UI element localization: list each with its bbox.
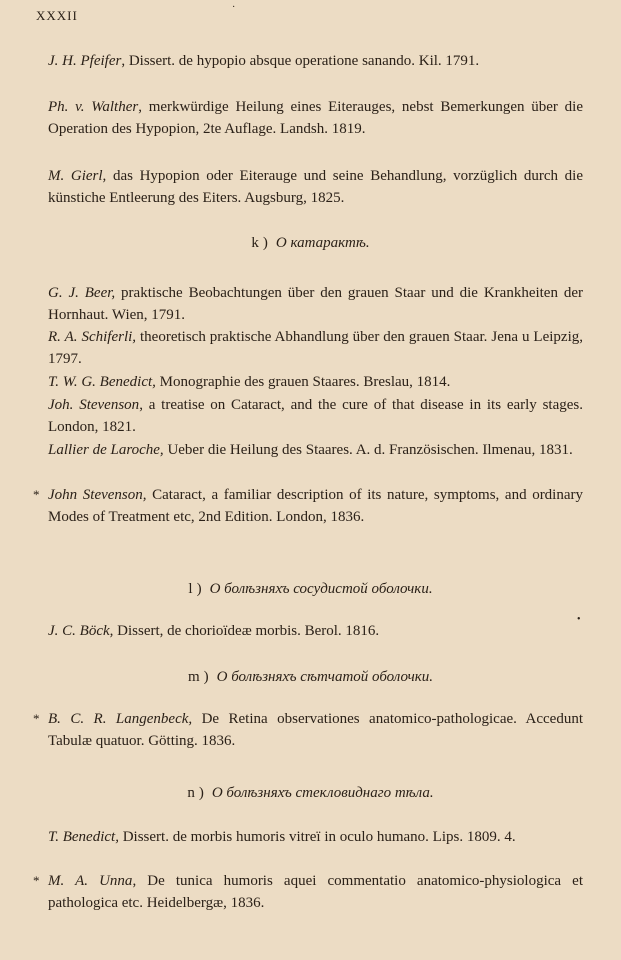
entry-text: Dissert, de chorioïdeæ morbis. Berol. 1816. — [113, 623, 380, 639]
entry-text: Dissert. de morbis humoris vitreï in oculo humano. Lips. 1809. 4. — [118, 829, 516, 845]
section-heading-n — [0, 782, 621, 804]
entry-author: B. C. R. Langenbeck, — [48, 711, 193, 727]
entry-text: Monographie des grauen Staares. Breslau, 1814. — [155, 374, 451, 390]
bibliography-entry — [48, 282, 583, 326]
asterisk-mark: * — [33, 487, 40, 502]
section-title: О катарактѣ. — [275, 235, 370, 251]
entry-author: T. W. G. Benedict, — [48, 374, 156, 390]
entry-author: Joh. Stevenson — [48, 397, 140, 413]
entry-author: Ph. v. Walther — [48, 99, 139, 115]
bibliography-entry — [48, 96, 583, 140]
entry-author: J. H. Pfeifer — [48, 53, 122, 69]
entry-text: theoretisch praktische Abhandlung über den grauen Staar. Jena u Leipzig, 1797. — [48, 329, 583, 367]
asterisk-mark: * — [33, 711, 40, 726]
bibliography-entry — [33, 708, 583, 752]
entry-text: , a treatise on Cataract, and the cure of that disease in its early stages. London, 1821. — [48, 397, 583, 435]
section-paren: ) — [198, 785, 204, 801]
section-letter: l — [188, 581, 193, 597]
asterisk-mark: * — [33, 873, 40, 888]
section-heading-m — [0, 666, 621, 688]
entry-author: G. J. Beer, — [48, 285, 116, 301]
section-paren: ) — [196, 581, 202, 597]
section-heading-l — [0, 578, 621, 600]
bibliography-entry — [48, 394, 583, 438]
section-letter: k — [251, 235, 259, 251]
entry-author: M. A. Unna — [48, 873, 133, 889]
bibliography-entry — [48, 50, 583, 72]
bibliography-entry — [48, 826, 583, 848]
section-title: О болѣзняхъ стекловиднаго тѣла. — [211, 785, 434, 801]
bibliography-entry — [33, 484, 584, 528]
entry-text: Cataract, a familiar description of its nature, symptoms, and ordinary Modes of Treatment etc, 2nd Edition. London, 1836. — [48, 487, 584, 525]
print-speck: • — [577, 614, 581, 625]
entry-author: Lallier de Laroche, — [48, 442, 164, 458]
entry-text: , De tunica humoris aquei commentatio anatomico-physiologica et pathologica etc. Heidelbergæ, 1836. — [48, 873, 583, 911]
entry-author: R. A. Schiferli, — [48, 329, 137, 345]
page-number: XXXII — [36, 8, 78, 23]
section-letter: m — [187, 669, 200, 685]
section-title: О болѣзняхъ сѣтчатой оболочки. — [216, 669, 434, 685]
entry-text: , merkwürdige Heilung eines Eiterauges, nebst Bemerkungen über die Operation des Hypopion, 2te Auflage. Landsh. 1819. — [48, 99, 584, 137]
bibliography-entry — [48, 371, 583, 393]
section-letter: n — [187, 785, 195, 801]
bibliography-entry — [48, 326, 583, 370]
bibliography-entry — [48, 165, 583, 209]
entry-author: M. Gierl, — [48, 168, 107, 184]
entry-text: De Retina observationes anatomico-pathologicae. Accedunt Tabulæ quatuor. Götting. 1836. — [48, 711, 583, 749]
entry-author: J. C. Böck, — [48, 623, 114, 639]
entry-text: das Hypopion oder Eiterauge und seine Behandlung, vorzüglich durch die künstiche Entleerung des Eiters. Augsburg, 1825. — [48, 168, 583, 206]
bibliography-entry — [48, 439, 583, 461]
section-paren: ) — [262, 235, 268, 251]
bibliography-entry — [48, 620, 583, 642]
bibliography-entry — [33, 870, 583, 914]
section-heading-k — [0, 232, 621, 254]
entry-text: , Dissert. de hypopio absque operatione sanando. Kil. 1791. — [121, 53, 480, 69]
section-paren: ) — [203, 669, 209, 685]
section-title: О болѣзняхъ сосудистой оболочки. — [209, 581, 433, 597]
entry-text: Ueber die Heilung des Staares. A. d. Französischen. Ilmenau, 1831. — [163, 442, 573, 458]
print-speck: · — [232, 2, 236, 13]
entry-text: praktische Beobachtungen über den grauen Staar und die Krankheiten der Hornhaut. Wien, 1791. — [48, 285, 583, 323]
entry-author: John Stevenson, — [48, 487, 147, 503]
entry-author: T. Benedict, — [48, 829, 119, 845]
